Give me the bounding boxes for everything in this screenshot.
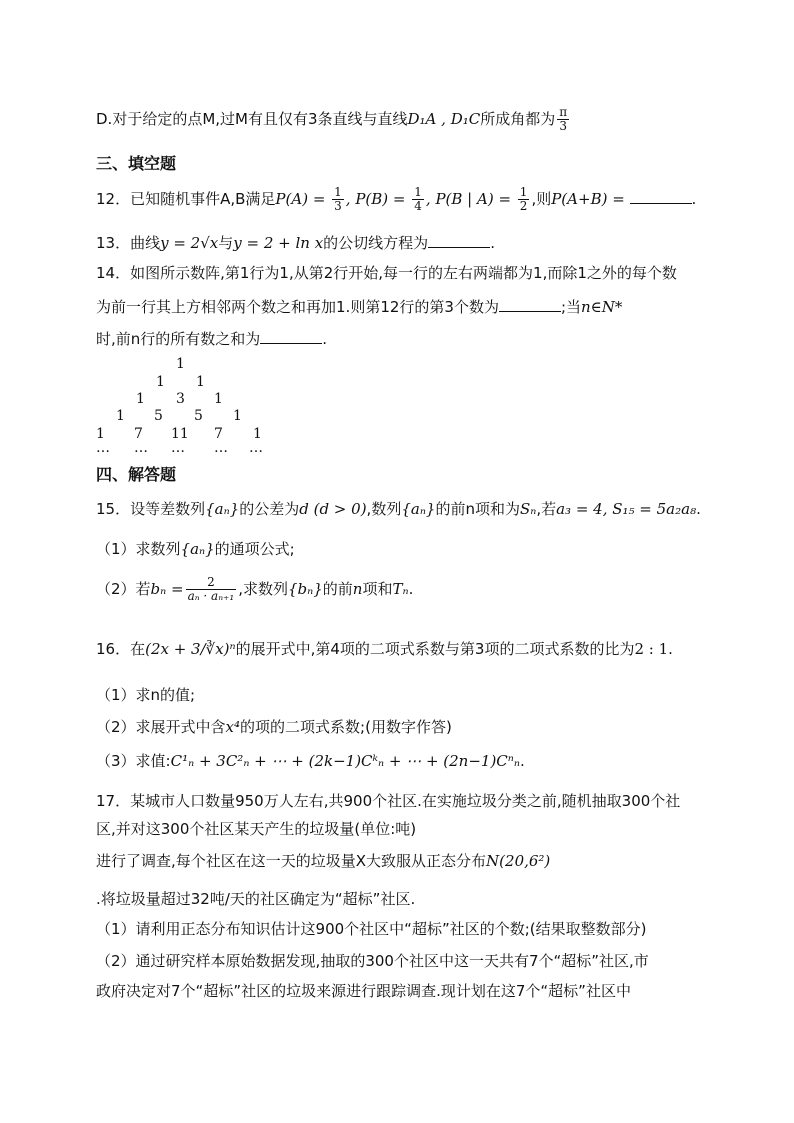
q16-sum: C¹ₙ + 3C²ₙ + ⋯ + (2k−1)Cᵏₙ + ⋯ + (2n−1)Cⁿₙ [170,752,520,770]
q16-part-1: （1）求n的值; [96,686,196,704]
q15-sn: Sₙ [519,500,537,518]
question-14-line-2 [96,296,622,318]
q14-line2-text: 为前一行其上方相邻两个数之和再加1.则第12行的第3个数为 [96,298,499,316]
q15-s1-an: {aₙ} [180,540,215,558]
q12-text: 12．已知随机事件A,B满足 [96,190,276,208]
q13-curve-1: y = 2√x [160,234,219,252]
q15-s2b: ,求数列 [238,580,288,598]
q15-text: 15．设等差数列 [96,500,206,518]
question-16 [96,638,673,660]
q15-an: {aₙ} [205,500,240,518]
q14-answer-blank-1[interactable] [499,299,561,312]
q12-pb: , P(B) = [345,190,411,208]
q12-frac-1: $\frac{1}{3}$ [334,185,342,213]
q16-s3end: . [519,752,525,770]
q15-part-1 [96,538,295,560]
tri-r1-c0: 1 [156,374,165,390]
tri-r0-c0: 1 [176,356,185,372]
q17-l3-text: 进行了调查,每个社区在这一天的垃圾量X大致服从正态分布 [96,852,487,870]
tri-r5-c2: … [171,440,185,456]
tri-r2-c1: 3 [176,391,185,407]
q15-mid3: 的前n项和为 [435,500,520,518]
q14-end: . [322,330,328,348]
question-13 [96,232,495,254]
tri-r4-c3: 7 [214,426,223,442]
q16-end: . [668,640,673,658]
tri-r3-c1: 5 [154,408,163,424]
tri-r4-c0: 1 [96,426,105,442]
question-17-part-2: （2）通过研究样本原始数据发现,抽取的300个社区中这一天共有7个“超标”社区,市 [96,952,649,970]
option-d-fraction: $\frac{\pi}{3}$ [559,105,568,133]
q15-s1-tail: 的通项公式; [214,540,295,558]
q16-part-3 [96,750,525,772]
q13-text: 13．曲线 [96,234,161,252]
section-4-heading: 四、解答题 [96,465,177,484]
tri-r5-c1: … [134,440,148,456]
q15-s2d: 项和 [362,580,393,598]
q15-fraction: $\frac{2}{\text{aₙ · aₙ₊₁}}$ [187,575,235,603]
tri-r4-c1: 7 [134,426,143,442]
q12-answer-blank[interactable] [630,191,692,204]
q15-end: . [696,500,701,518]
q13-end: . [490,234,495,252]
q16-part-2 [96,716,452,738]
tri-r5-c4: … [249,440,263,456]
tri-r3-c3: 1 [233,408,242,424]
q15-mid4: ,若 [536,500,557,518]
q13-answer-blank[interactable] [428,235,490,248]
q14-answer-blank-2[interactable] [260,331,322,344]
tri-r4-c2: 11 [171,426,189,442]
q15-d: d (d > 0) [299,500,367,518]
question-17-line-3 [96,850,550,872]
q15-s2: （2）若 [96,580,151,598]
q15-bn: bₙ = [150,580,184,598]
q16-s3: （3）求值: [96,752,171,770]
q12-frac-2: $\frac{1}{4}$ [414,185,422,213]
q15-mid2: ,数列 [366,500,402,518]
q15-tn: Tₙ [392,580,409,598]
q13-post: 的公切线方程为 [323,234,429,252]
q16-ratio: 2 : 1 [634,640,669,658]
section-3-heading: 三、填空题 [96,154,177,173]
q15-s2n: n [352,580,363,598]
question-15 [96,498,701,520]
q15-part-2 [96,576,413,603]
q14-condition: n∈N* [581,298,623,316]
q12-end: . [691,190,697,208]
option-d-tail: 所成角都为 [480,110,556,128]
option-d [96,106,571,133]
q16-s2b: 的项的二项式系数;(用数字作答) [240,718,452,736]
q16-post: 的展开式中,第4项的二项式系数与第3项的二项式系数的比为 [235,640,635,658]
question-17-line-1: 17．某城市人口数量950万人左右,共900个社区.在实施垃圾分类之前,随机抽取300个社 [96,792,681,810]
q15-s2e: . [408,580,414,598]
q12-pab: P(A+B) = [551,190,630,208]
option-d-text: D.对于给定的点M,过M有且仅有3条直线与直线 [96,110,408,128]
q12-frac-3: $\frac{1}{2}$ [519,185,528,213]
tri-r2-c2: 1 [214,391,223,407]
question-17-line-4: .将垃圾量超过32吨/天的社区确定为“超标”社区. [96,890,416,908]
q15-cond: a₃ = 4, S₁₅ = 5a₂a₈ [556,500,697,518]
tri-r5-c0: … [96,440,110,456]
q16-expression: (2x + 3/∛x)ⁿ [145,640,236,658]
tri-r3-c2: 5 [194,408,203,424]
q15-bn2: {bₙ} [287,580,323,598]
tri-r3-c0: 1 [116,408,125,424]
q12-pba: , P(B | A) = [425,190,516,208]
question-17-line-2: 区,并对这300个社区某天产生的垃圾量(单位:吨) [96,820,417,838]
q16-text: 16．在 [96,640,146,658]
q15-s1: （1）求数列 [96,540,181,558]
q14-line3-text: 时,前n行的所有数之和为 [96,330,261,348]
q16-s2: （2）求展开式中含 [96,718,226,736]
question-14-line-3 [96,328,327,350]
tri-r1-c1: 1 [196,374,205,390]
tri-r5-c3: … [214,440,228,456]
q12-then: ,则 [531,190,552,208]
q13-and: 与 [218,234,234,252]
q16-x4: x⁴ [225,718,241,736]
q15-s2c: 的前 [322,580,353,598]
q15-an2: {aₙ} [401,500,436,518]
question-14-line-1: 14．如图所示数阵,第1行为1,从第2行开始,每一行的左右两端都为1,而除1之外的每个数 [96,264,677,282]
tri-r4-c4: 1 [253,426,262,442]
option-d-lines: D₁A , D₁C [407,110,481,128]
q12-pa: P(A) = [275,190,331,208]
q15-mid1: 的公差为 [239,500,300,518]
q13-curve-2: y = 2 + ln x [233,234,324,252]
question-12 [96,186,696,213]
tri-r2-c0: 1 [136,391,145,407]
q14-when: ;当 [560,298,582,316]
question-17-part-1: （1）请利用正态分布知识估计这900个社区中“超标”社区的个数;(结果取整数部分) [96,920,647,938]
question-17-line-7: 政府决定对7个“超标”社区的垃圾来源进行跟踪调查.现计划在这7个“超标”社区中 [96,982,631,1000]
q17-distribution: N(20,6²) [486,852,551,870]
